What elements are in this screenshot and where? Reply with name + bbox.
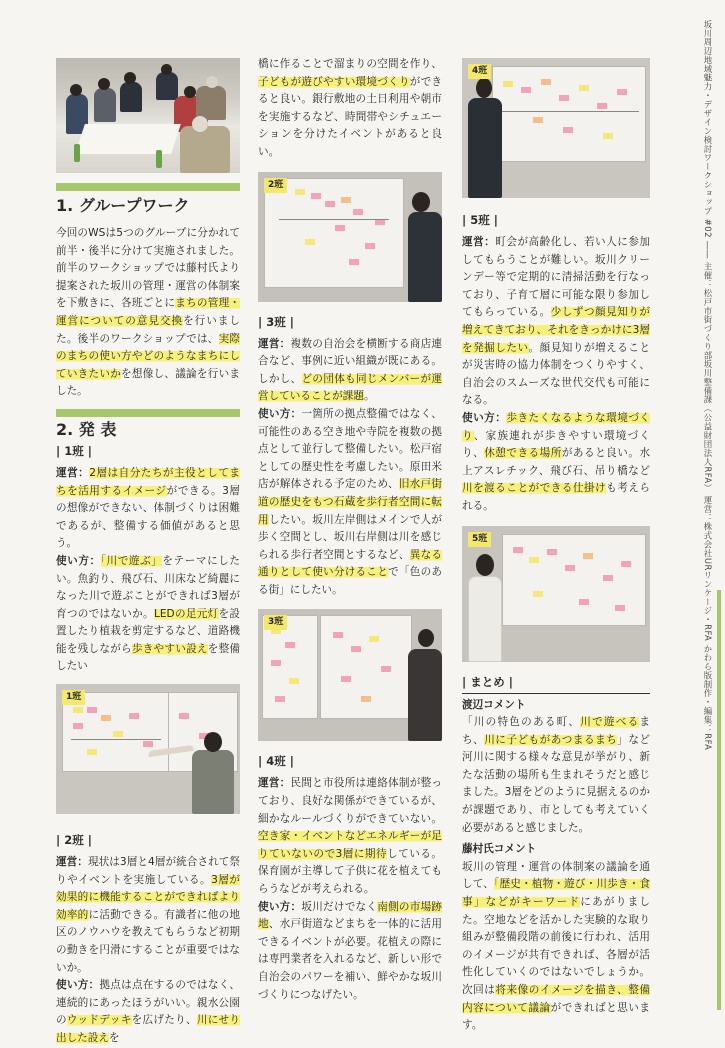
group4-heading: | 4班 | bbox=[258, 754, 294, 769]
photo-tag: 1班 bbox=[62, 690, 85, 705]
watanabe-comment: 「川の特色のある町、川で遊べるまち、川に子どもがあつまるまち」など河川に関する様々な意見が挙がり、新たな活動の場所も生まれそうだと感じました。3層をどのように見据えるのかが課題であり、市としても考えていく必要があると感じました。 bbox=[462, 716, 651, 834]
group2-heading: | 2班 | bbox=[56, 833, 92, 848]
section2-title: 2. 発 表 bbox=[56, 419, 117, 439]
side-caption: 坂川周辺地域魅力・デザイン検討ワークショップ #02 ―― 主催：松戸市街づくり部坂川整備課（公益財団法人RFA） 運営：株式会社URリンケージ・RFA かわら版制作・編集：RFA bbox=[703, 20, 713, 751]
photo-tag: 5班 bbox=[468, 532, 491, 547]
fujimura-comment: 坂川の管理・運営の体制案の議論を通して、「歴史・植物・遊び・川歩き・食事」などがキーワードにあがりました。空地などを活かした実験的な取り組みが整備段階の前後に行われ、活用のイメージが共有できれば、各層が活性化していくのではないでしょうか。次回は将来像のイメージを描き、整備内容について議論ができればと思います。 bbox=[462, 860, 651, 1032]
middle-column bbox=[258, 56, 442, 1004]
group5-photo bbox=[462, 526, 650, 662]
section-divider bbox=[56, 409, 240, 417]
group3-photo bbox=[258, 609, 442, 741]
fujimura-comment-title: 藤村氏コメント bbox=[462, 843, 537, 856]
group5-tsukai: 使い方：歩きたくなるような環境づくり、家族連れが歩きやすい環境づくり、休憩できる場所があると良い。水上アスレチック、飛び石、吊り橋など川を渡ることができる仕掛けも考えられる。 bbox=[462, 411, 651, 512]
group1-heading: | 1班 | bbox=[56, 443, 92, 458]
group4-tsukai: 使い方：坂川だけでなく南側の市場跡地、水戸街道などまちを一体的に活用できるイベントが必要。花植えの際には専門業者を入れるなど、新しい形で自治会のパワーを補い、鮮やかな坂川づくりにつなげたい。 bbox=[258, 900, 443, 1001]
photo-tag: 3班 bbox=[264, 615, 287, 630]
group1-photo bbox=[56, 684, 240, 814]
group3-tsukai: 使い方：一箇所の拠点整備ではなく、可能性のある空き地や寺院を複数の拠点として並行して整備したい。松戸宿としての歴史性を考慮したい。原田米店が解体される予定のため、旧水戸街道の歴史をもつ石蔵を歩行者空間に転用したい。坂川左岸側はメインで人が歩く空間とし、坂川右岸側は川を感じられる歩行者空間とするなど、異なる通りとして使い分けることで「色のある街」にしたい。 bbox=[258, 407, 443, 596]
photo-tag: 2班 bbox=[264, 178, 287, 193]
watanabe-comment-title: 渡辺コメント bbox=[462, 698, 526, 711]
group3-unei: 運営：複数の自治会を横断する商店連合など、事例に近い組織が既にある。しかし、どの団体も同じメンバーが運営していることが課題。 bbox=[258, 337, 443, 403]
section1-body: 今回のWSは5つのグループに分かれて前半・後半に分けて実施されました。前半のワークショップでは藤村氏より提案された坂川の管理・運営の体制案を下敷きに、各班ごとにまちの管理・運営についての意見交換を行いました。後半のワークショップでは、実際のまちの使い方やどのようなまちにしていきたいかを想像し、議論を行いました。 bbox=[56, 227, 241, 398]
group2-tsukai: 使い方：拠点は点在するのではなく、連続的にあったほうがいい。親水公園のウッドデッキを広げたり、川にせり出した設えを bbox=[56, 979, 241, 1044]
group2-continued: 橋に作ることで溜まりの空間を作り、子どもが遊びやすい環境づくりができると良い。銀行敷地の土日利用や朝市を実施するなど、時間帯やシチュエーションを分けたイベントがあると良い。 bbox=[258, 58, 443, 158]
summary-heading: | まとめ | bbox=[462, 672, 650, 694]
group1-tsukai: 使い方：「川で遊ぶ」をテーマにしたい。魚釣り、飛び石、川床など綺麗になった川で遊ぶことができれば3層が育つのではないか。LEDの足元灯を設置したり植栽を剪定するなど、道路機能を残しながら歩きやすい設えを整備したい bbox=[56, 554, 241, 673]
group-work-photo bbox=[56, 58, 240, 173]
group5-heading: | 5班 | bbox=[462, 213, 498, 227]
group1-unei: 運営：2層は自分たちが主役としてまちを活用するイメージができる。3層の想像ができない、体制づくりは困難であるが、整備する価値があると思う。 bbox=[56, 466, 240, 550]
section-divider bbox=[56, 183, 240, 191]
group4-unei: 運営：民間と市役所は連絡体制が整っており、良好な関係ができているが、細かなルールづくりができていない。空き家・イベントなどエネルギーが足りていないので3層に期待している。保育園が主導して子供に花を植えてもらうなどが考えられる。 bbox=[258, 777, 443, 896]
group2-unei: 運営：現状は3層と4層が統合されて祭りやイベントを実施している。3層が効果的に機能することができればより効率的に活動できる。有識者に他の地区のノウハウを教えてもらうなど初期の動きを円滑にすることが重要ではないか。 bbox=[56, 856, 241, 974]
group4-photo bbox=[462, 58, 650, 198]
group5-unei: 運営：町会が高齢化し、若い人に参加してもらうことが難しい。坂川クリーンデー等で定期的に清掃活動を行なっており、子育て層に可能な限り参加してもらっている。少しずつ顔見知りが増えてきており、それをきっかけに3層を発掘したい。顔見知りが増えることが災害時の協力体制をつくりやすく、自治会のスムーズな世代交代も可能になる。 bbox=[462, 236, 651, 407]
photo-tag: 4班 bbox=[468, 64, 491, 79]
right-column bbox=[462, 58, 650, 1035]
section1-title: 1. グループワーク bbox=[56, 196, 190, 215]
group3-heading: | 3班 | bbox=[258, 314, 294, 329]
side-accent-bar bbox=[717, 590, 721, 1010]
left-column bbox=[56, 58, 240, 1048]
group2-photo bbox=[258, 172, 442, 302]
